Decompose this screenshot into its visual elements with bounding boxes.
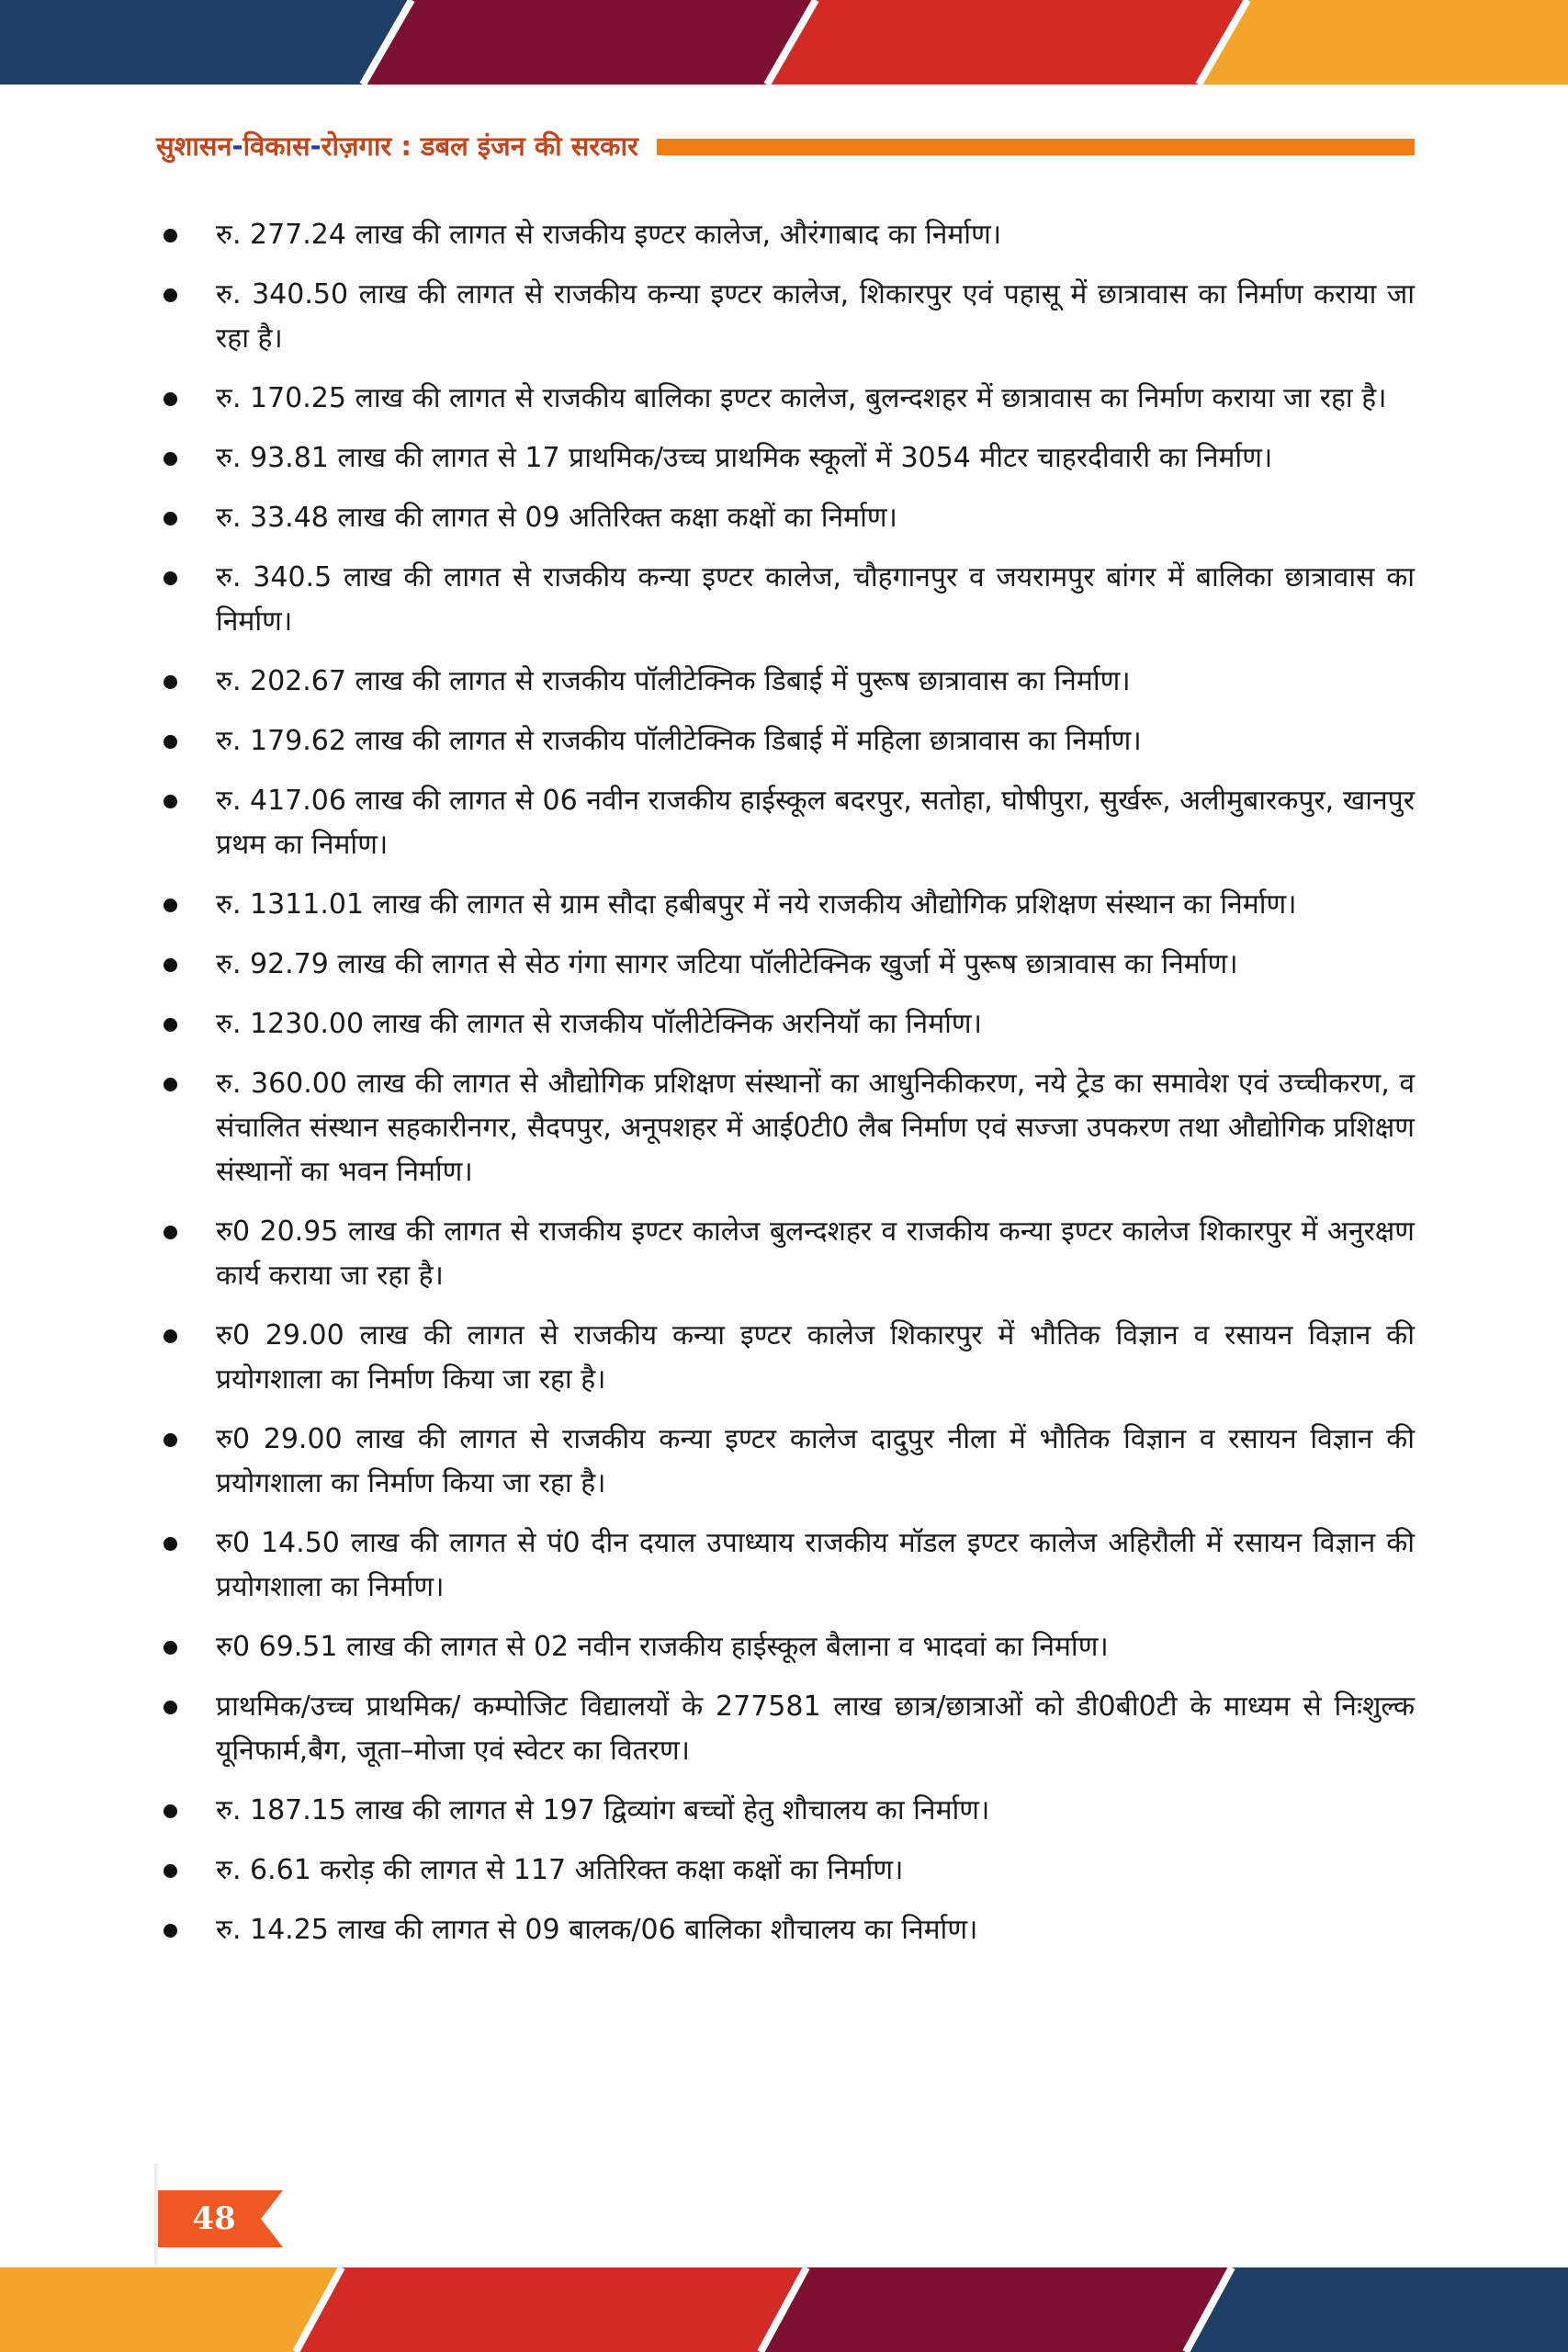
header-title-separator: -: [231, 130, 243, 162]
bullet-icon: [164, 229, 177, 243]
bullet-icon: [164, 571, 177, 585]
list-item-text: रु0 29.00 लाख की लागत से राजकीय कन्या इण्टर कालेज शिकारपुर में भौतिक विज्ञान व रसायन विज्ञान की प्रयोगशाला का निर्माण किया जा रहा है।: [216, 1319, 1415, 1396]
list-item-text: रु0 29.00 लाख की लागत से राजकीय कन्या इण्टर कालेज दादुपुर नीला में भौतिक विज्ञान व रसायन विज्ञान की प्रयोगशाला का निर्माण किया जा रहा है।: [216, 1423, 1415, 1499]
bullet-list: [156, 213, 1415, 1952]
header-rule: [657, 139, 1415, 155]
list-item: [156, 213, 1415, 257]
list-item-text: रु. 6.61 करोड़ की लागत से 117 अतिरिक्त कक्षा कक्षों का निर्माण।: [216, 1854, 904, 1886]
bullet-icon: [164, 1329, 177, 1343]
bullet-icon: [164, 795, 177, 808]
bullet-icon: [164, 288, 177, 302]
bullet-icon: [164, 1641, 177, 1655]
list-item-text: रु. 360.00 लाख की लागत से औद्योगिक प्रशिक्षण संस्थानों का आधुनिकीकरण, नये ट्रेड का समावेश एवं उच्चीकरण, व संचालित संस्थान सहकारीनगर, सैदपपुर, अनूपशहर में आई0टी0 लैब निर्माण एवं सज्जा उपकरण तथा औद्योगिक प्रशिक्षण संस्थानों का भवन निर्माण।: [216, 1068, 1415, 1188]
list-item: [156, 377, 1415, 421]
running-header: [156, 127, 1415, 164]
list-item-text: रु. 179.62 लाख की लागत से राजकीय पॉलीटेक्निक डिबाई में महिला छात्रावास का निर्माण।: [216, 725, 1142, 757]
list-item: [156, 556, 1415, 644]
list-item: [156, 1849, 1415, 1893]
list-item: [156, 1908, 1415, 1952]
bottom-color-band: [0, 2267, 1568, 2352]
list-item-text: रु. 33.48 लाख की लागत से 09 अतिरिक्त कक्षा कक्षों का निर्माण।: [216, 502, 897, 534]
list-item-text: रु. 92.79 लाख की लागत से सेठ गंगा सागर जटिया पॉलीटेक्निक खुर्जा में पुरूष छात्रावास का निर्माण।: [216, 948, 1238, 980]
list-item: [156, 660, 1415, 704]
band-red-segment: [296, 2267, 807, 2352]
bullet-icon: [164, 452, 177, 466]
bullet-icon: [164, 392, 177, 406]
band-orange-segment: [1199, 0, 1568, 85]
header-title-part3: रोज़गार : डबल इंजन की सरकार: [321, 130, 638, 162]
page-number-tab: [158, 2190, 283, 2247]
band-orange-segment: [0, 2267, 342, 2352]
header-title: [156, 128, 638, 164]
bullet-icon: [164, 1864, 177, 1878]
list-item-text: रु. 14.25 लाख की लागत से 09 बालक/06 बालिका शौचालय का निर्माण।: [216, 1914, 978, 1946]
bullet-icon: [164, 735, 177, 749]
list-item: [156, 1685, 1415, 1773]
list-item: [156, 1314, 1415, 1402]
list-item: [156, 273, 1415, 361]
bullet-icon: [164, 899, 177, 912]
list-item-text: रु0 69.51 लाख की लागत से 02 नवीन राजकीय हाईस्कूल बैलाना व भादवां का निर्माण।: [216, 1631, 1109, 1663]
header-title-part1: सुशासन: [156, 130, 232, 162]
page-number: 48: [192, 2200, 236, 2237]
bullet-icon: [164, 675, 177, 689]
band-navy-segment: [1186, 2267, 1568, 2352]
header-title-separator: -: [310, 130, 321, 162]
top-color-band: [0, 0, 1568, 85]
list-item: [156, 943, 1415, 987]
bullet-icon: [164, 1701, 177, 1714]
list-item: [156, 1002, 1415, 1046]
band-maroon-segment: [363, 0, 816, 85]
list-item: [156, 1625, 1415, 1669]
list-item: [156, 883, 1415, 927]
list-item: [156, 779, 1415, 867]
list-item-text: रु0 20.95 लाख की लागत से राजकीय इण्टर कालेज बुलन्दशहर व राजकीय कन्या इण्टर कालेज शिकारपुर में अनुरक्षण कार्य कराया जा रहा है।: [216, 1216, 1415, 1292]
bullet-icon: [164, 1018, 177, 1032]
bullet-icon: [164, 1804, 177, 1818]
list-item-text: रु. 1230.00 लाख की लागत से राजकीय पॉलीटेक्निक अरनियॉ का निर्माण।: [216, 1008, 982, 1040]
list-item: [156, 496, 1415, 540]
list-item-text: रु. 202.67 लाख की लागत से राजकीय पॉलीटेक्निक डिबाई में पुरूष छात्रावास का निर्माण।: [216, 665, 1131, 697]
header-title-part2: विकास: [243, 130, 310, 162]
list-item: [156, 1062, 1415, 1194]
list-item-text: रु. 277.24 लाख की लागत से राजकीय इण्टर कालेज, औरंगाबाद का निर्माण।: [216, 219, 1002, 251]
list-item: [156, 436, 1415, 481]
bullet-icon: [164, 512, 177, 526]
bullet-icon: [164, 1078, 177, 1091]
bullet-icon: [164, 1226, 177, 1239]
bullet-icon: [164, 958, 177, 972]
list-item: [156, 719, 1415, 763]
band-red-segment: [767, 0, 1247, 85]
list-item: [156, 1418, 1415, 1506]
page-content: [156, 213, 1415, 1968]
list-item-text: रु0 14.50 लाख की लागत से पं0 दीन दयाल उपाध्याय राजकीय मॉडल इण्टर कालेज अहिरौली में रसायन विज्ञान की प्रयोगशाला का निर्माण।: [216, 1527, 1415, 1603]
bullet-icon: [164, 1924, 177, 1938]
list-item-text: प्राथमिक/उच्च प्राथमिक/ कम्पोजिट विद्यालयों के 277581 लाख छात्र/छात्राओं को डी0बी0टी के माध्यम से निःशुल्क यूनिफार्म,बैग, जूता–मोजा एवं स्वेटर का वितरण।: [216, 1690, 1415, 1767]
bullet-icon: [164, 1537, 177, 1551]
band-navy-segment: [0, 0, 412, 85]
list-item-text: रु. 417.06 लाख की लागत से 06 नवीन राजकीय हाईस्कूल बदरपुर, सतोहा, घोषीपुरा, सुर्खरू, अलीमुबारकपुर, खानपुर प्रथम का निर्माण।: [216, 785, 1415, 861]
list-item-text: रु. 340.50 लाख की लागत से राजकीय कन्या इण्टर कालेज, शिकारपुर एवं पहासू में छात्रावास का निर्माण कराया जा रहा है।: [216, 278, 1415, 355]
list-item-text: रु. 170.25 लाख की लागत से राजकीय बालिका इण्टर कालेज, बुलन्दशहर में छात्रावास का निर्माण कराया जा रहा है।: [216, 382, 1387, 414]
list-item-text: रु. 1311.01 लाख की लागत से ग्राम सौदा हबीबपुर में नये राजकीय औद्योगिक प्रशिक्षण संस्थान का निर्माण।: [216, 888, 1297, 921]
list-item-text: रु. 93.81 लाख की लागत से 17 प्राथमिक/उच्च प्राथमिक स्कूलों में 3054 मीटर चाहरदीवारी का निर्माण।: [216, 442, 1273, 474]
list-item: [156, 1789, 1415, 1833]
band-maroon-segment: [761, 2267, 1232, 2352]
list-item: [156, 1210, 1415, 1298]
list-item: [156, 1521, 1415, 1610]
list-item-text: रु. 187.15 लाख की लागत से 197 द्विव्यांग बच्चों हेतु शौचालय का निर्माण।: [216, 1794, 990, 1826]
list-item-text: रु. 340.5 लाख की लागत से राजकीय कन्या इण्टर कालेज, चौहगानपुर व जयरामपुर बांगर में बालिका छात्रावास का निर्माण।: [216, 561, 1415, 638]
bullet-icon: [164, 1433, 177, 1447]
